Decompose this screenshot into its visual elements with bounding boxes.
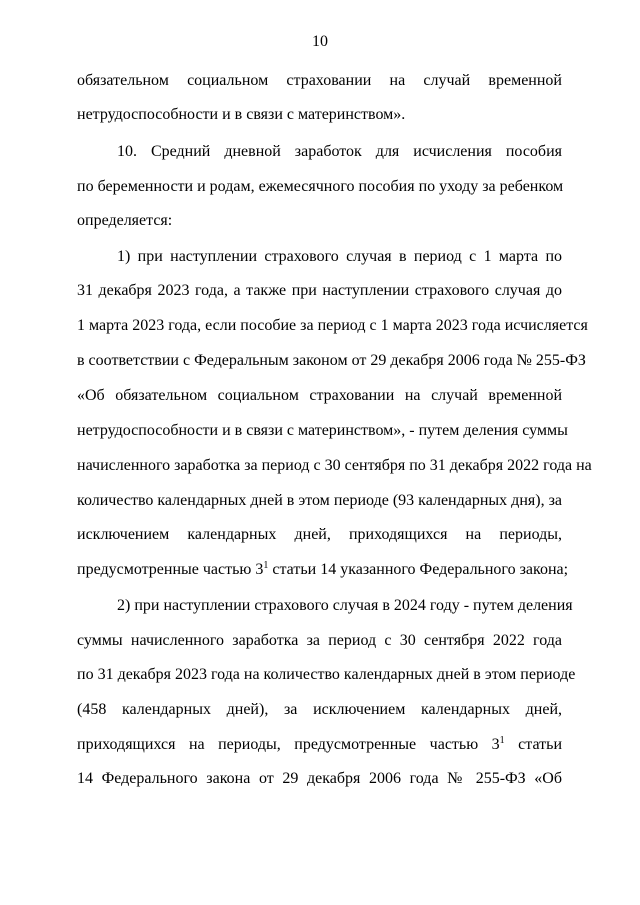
text-line: 2) при наступлении страхового случая в 2024 году - путем деления <box>117 597 573 614</box>
text-line: нетрудоспособности и в связи с материнством». <box>77 106 406 123</box>
text-line <box>77 560 569 580</box>
text-line: (458 календарных дней), за исключением календарных дней, <box>77 701 562 718</box>
text-line: 14 Федерального закона от 29 декабря 2006 года № 255-ФЗ «Об <box>77 770 562 787</box>
text-line: начисленного заработка за период с 30 сентября по 31 декабря 2022 года на <box>77 457 592 474</box>
text-line: 1 марта 2023 года, если пособие за период с 1 марта 2023 года исчисляется <box>77 317 588 334</box>
text-segment: статьи <box>504 736 563 753</box>
superscript: 1 <box>263 560 269 571</box>
text-line: по 31 декабря 2023 года на количество календарных дней в этом периоде <box>77 666 576 683</box>
text-line: «Об обязательном социальном страховании на случай временной <box>77 387 562 404</box>
text-line: определяется: <box>77 212 173 229</box>
text-line: нетрудоспособности и в связи с материнством», - путем деления суммы <box>77 422 568 439</box>
page-number: 10 <box>312 33 328 50</box>
text-line: суммы начисленного заработка за период с 30 сентября 2022 года <box>77 632 562 649</box>
text-line <box>77 735 562 755</box>
text-segment: статьи 14 указанного Федерального закона; <box>268 561 569 578</box>
superscript: 1 <box>499 735 505 746</box>
text-line: 31 декабря 2023 года, а также при наступлении страхового случая до <box>77 282 562 299</box>
text-line: 1) при наступлении страхового случая в период с 1 марта по <box>117 248 562 265</box>
text-segment: приходящихся на периоды, предусмотренные частью 3 <box>77 736 500 753</box>
text-line: обязательном социальном страховании на случай временной <box>77 72 562 89</box>
text-line: количество календарных дней в этом периоде (93 календарных дня), за <box>77 492 562 509</box>
text-segment: предусмотренные частью 3 <box>77 561 264 578</box>
text-line: по беременности и родам, ежемесячного пособия по уходу за ребенком <box>77 178 564 195</box>
text-line: исключением календарных дней, приходящихся на периоды, <box>77 526 562 543</box>
text-line: в соответствии с Федеральным законом от 29 декабря 2006 года № 255-ФЗ <box>77 352 586 369</box>
text-line: 10. Средний дневной заработок для исчисления пособия <box>117 143 562 160</box>
